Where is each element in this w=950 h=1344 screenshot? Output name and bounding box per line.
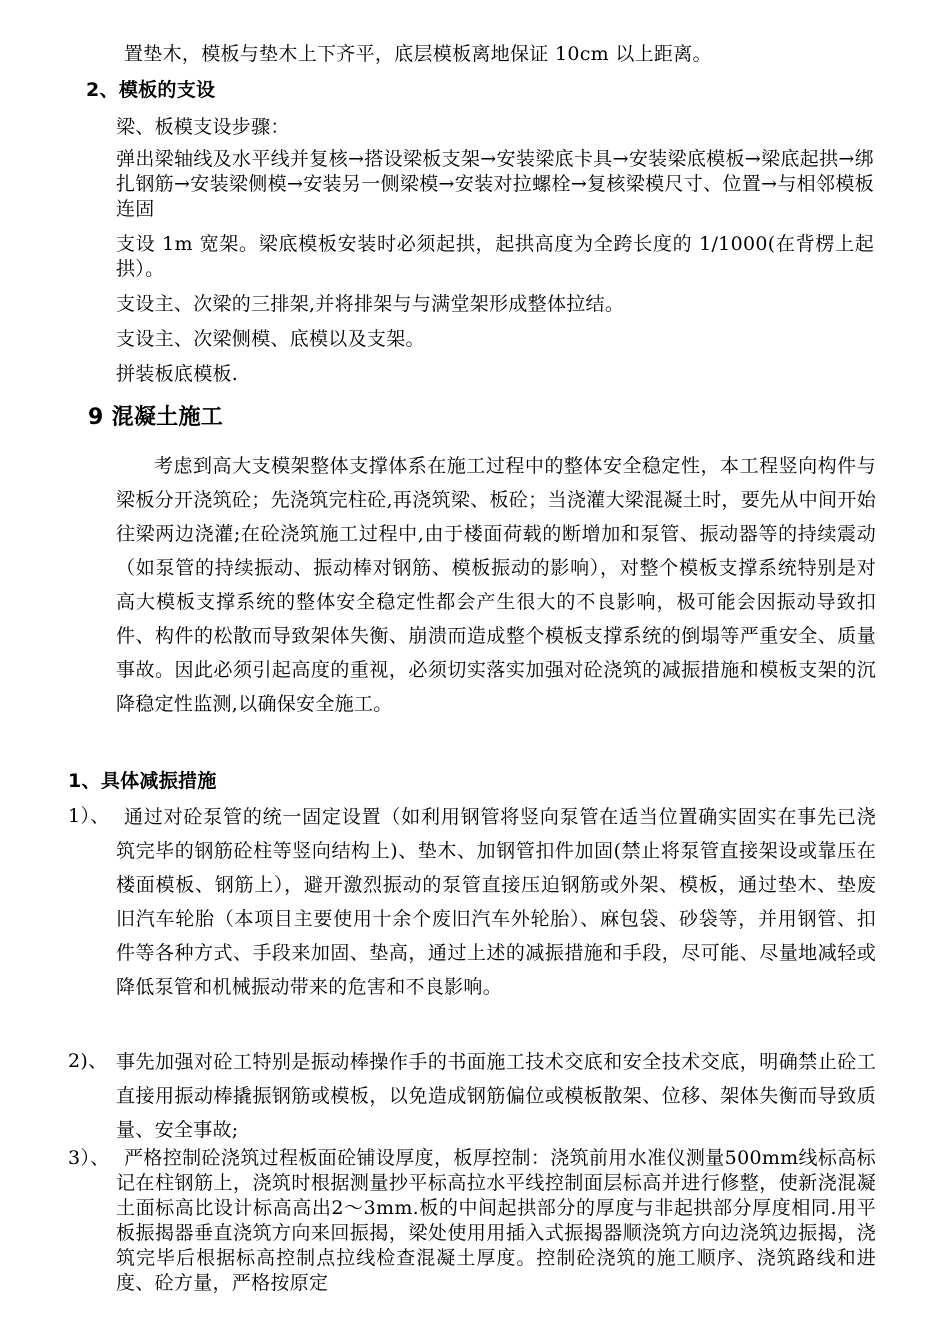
damping-subheading: 1、具体减振措施 <box>68 770 217 792</box>
formwork-heading: 2、模板的支设 <box>86 79 216 101</box>
item-1-text: 通过对砼泵管的统一固定设置（如利用钢管将竖向泵管在适当位置确实固实在事先已浇筑完毕的钢筋砼柱等竖向结构上)、垫木、加钢管扣件加固(禁止将泵管直接架设或靠压在楼面模板、钢筋上），避开激烈振动的泵管直接压迫钢筋或外架、模板，通过垫木、垫废旧汽车轮胎（本项目主要使用十余个废旧汽车外轮胎）、麻包袋、砂袋等，并用钢管、扣件等各种方式、手段来加固、垫高，通过上述的减振措施和手段，尽可能、尽量地减轻或降低泵管和机械振动带来的危害和不良影响。 <box>116 806 876 998</box>
intro-line: 置垫木，模板与垫木上下齐平，底层模板离地保证 10cm 以上距离。 <box>124 43 712 65</box>
formwork-steps-label: 梁、板模支设步骤： <box>116 116 290 138</box>
formwork-paragraph-1: 支设 1m 宽架。梁底模板安装时必须起拱，起拱高度为全跨长度的 1/1000(在背楞上起拱）。 <box>116 233 874 280</box>
formwork-steps-text: 弹出梁轴线及水平线并复核→搭设梁板支架→安装梁底卡具→安装梁底模板→梁底起拱→绑扎钢筋→安装梁侧模→安装另一侧梁模→安装对拉螺栓→复核梁模尺寸、位置→与相邻模板连固 <box>116 148 874 220</box>
concrete-section-title: 9 混凝土施工 <box>88 405 224 430</box>
formwork-paragraph-4: 拼装板底模板. <box>116 363 239 385</box>
item-2-number: 2)、 <box>68 1050 108 1072</box>
item-3-number: 3）、 <box>68 1147 110 1169</box>
formwork-paragraph-3: 支设主、次梁侧模、底模以及支架。 <box>116 328 425 350</box>
item-3-text: 严格控制砼浇筑过程板面砼铺设厚度，板厚控制：浇筑前用水准仪测量500mm线标高标记在柱钢筋上，浇筑时根据测量抄平标高拉水平线控制面层标高并进行修整，使新浇混凝土面标高比设计标高高出2～3mm.板的中间起拱部分的厚度与非起拱部分厚度相同.用平板振揭器垂直浇筑方向来回振揭，梁处使用用插入式振揭器顺浇筑方向边浇筑边振揭，浇筑完毕后根据标高控制点拉线检查混凝土厚度。控制砼浇筑的施工顺序、浇筑路线和进度、砼方量，严格按原定 <box>116 1147 876 1294</box>
item-2-text: 事先加强对砼工特别是振动棒操作手的书面施工技术交底和安全技术交底，明确禁止砼工直接用振动棒撬振钢筋或模板，以免造成钢筋偏位或模板散架、位移、架体失衡而导致质量、安全事故; <box>116 1051 876 1141</box>
concrete-intro-paragraph: 考虑到高大支模架整体支撑体系在施工过程中的整体安全稳定性，本工程竖向构件与梁板分开浇筑砼；先浇筑完柱砼,再浇筑梁、板砼；当浇灌大梁混凝土时，要先从中间开始往梁两边浇灌;在砼浇筑施工过程中,由于楼面荷载的断增加和泵管、振动器等的持续震动（如泵管的持续振动、振动棒对钢筋、模板振动的影响），对整个模板支撑系统特别是对高大模板支撑系统的整体安全稳定性都会产生很大的不良影响，极可能会因振动导致扣件、构件的松散而导致架体失衡、崩溃而造成整个模板支撑系统的倒塌等严重安全、质量事故。因此必须引起高度的重视，必须切实落实加强对砼浇筑的减振措施和模板支架的沉降稳定性监测,以确保安全施工。 <box>116 455 876 715</box>
item-1-number: 1）、 <box>68 805 110 827</box>
formwork-paragraph-2: 支设主、次梁的三排架,并将排架与与满堂架形成整体拉结。 <box>116 293 625 315</box>
